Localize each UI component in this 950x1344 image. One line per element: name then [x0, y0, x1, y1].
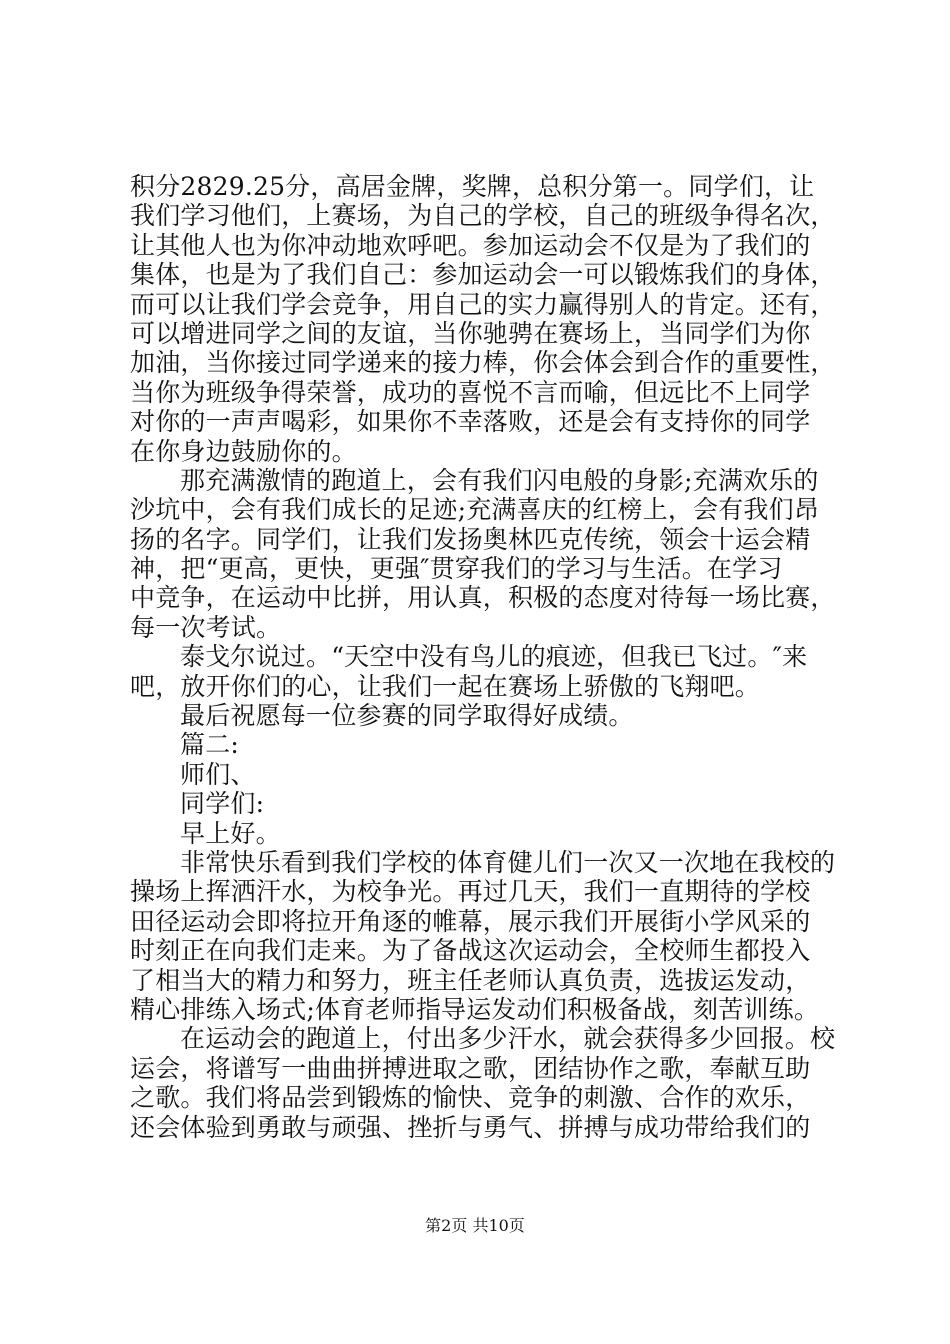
paragraph-start-line: 在运动会的跑道上，付出多少汗水，就会获得多少回报。校	[180, 1024, 836, 1054]
paragraph-start-line: 非常快乐看到我们学校的体育健儿们一次又一次地在我校的	[180, 847, 836, 877]
document-body	[130, 172, 836, 1142]
text-line: 时刻正在向我们走来。为了备战这次运动会，全校师生都投入	[130, 936, 811, 966]
text-line: 运会，将谱写一曲曲拼搏进取之歌，团结协作之歌，奉献互助	[130, 1053, 811, 1083]
paragraph-start-line: 最后祝愿每一位参赛的同学取得好成绩。	[180, 701, 634, 731]
text-line: 每一次考试。	[130, 612, 282, 642]
text-line: 还会体验到勇敢与顽强、挫折与勇气、拼搏与成功带给我们的	[130, 1112, 811, 1142]
text-line: 扬的名字。同学们，让我们发扬奥林匹克传统，领会十运会精	[130, 524, 811, 554]
text-line: 而可以让我们学会竞争，用自己的实力赢得别人的肯定。还有，	[130, 289, 836, 319]
paragraph-start-line: 泰戈尔说过。“天空中没有鸟儿的痕迹，但我已飞过。″来	[180, 642, 808, 672]
text-line: 在你身边鼓励你的。	[130, 436, 357, 466]
paragraph-start-line: 那充满激情的跑道上，会有我们闪电般的身影;充满欢乐的	[180, 465, 819, 495]
text-line: 让其他人也为你冲动地欢呼吧。参加运动会不仅是为了我们的	[130, 230, 811, 260]
text-line: 沙坑中，会有我们成长的足迹;充满喜庆的红榜上，会有我们昂	[130, 495, 820, 525]
text-line: 神，把“更高，更快，更强″贯穿我们的学习与生活。在学习	[130, 554, 783, 584]
text-line: 可以增进同学之间的友谊，当你驰骋在赛场上，当同学们为你	[130, 318, 811, 348]
salutation-line: 师们、	[180, 759, 256, 789]
text-line: 中竞争，在运动中比拼，用认真，积极的态度对待每一场比赛，	[130, 583, 836, 613]
text-line: 积分2829.25分，高居金牌，奖牌，总积分第一。同学们，让	[130, 172, 815, 201]
text-line: 之歌。我们将品尝到锻炼的愉快、竞争的刺激、合作的欢乐，	[130, 1083, 811, 1113]
text-line: 加油，当你接过同学递来的接力棒，你会体会到合作的重要性，	[130, 348, 836, 378]
salutation-line: 同学们:	[180, 789, 265, 819]
text-line: 吧，放开你们的心，让我们一起在赛场上骄傲的飞翔吧。	[130, 671, 761, 701]
text-line: 当你为班级争得荣誉，成功的喜悦不言而喻，但远比不上同学	[130, 377, 811, 407]
greeting-line: 早上好。	[180, 818, 281, 848]
section-heading: 篇二:	[180, 730, 240, 760]
text-line: 田径运动会即将拉开角逐的帷幕，展示我们开展街小学风采的	[130, 906, 811, 936]
text-line: 对你的一声声喝彩，如果你不幸落败，还是会有支持你的同学	[130, 407, 811, 437]
text-line: 我们学习他们，上赛场，为自己的学校，自己的班级争得名次，	[130, 201, 836, 231]
text-line: 了相当大的精力和努力，班主任老师认真负责，选拔运发动，	[130, 965, 811, 995]
text-line: 操场上挥洒汗水，为校争光。再过几天，我们一直期待的学校	[130, 877, 811, 907]
text-line: 集体，也是为了我们自己：参加运动会一可以锻炼我们的身体，	[130, 260, 836, 290]
page-number-footer: 第2页 共10页	[425, 1216, 525, 1235]
text-line: 精心排练入场式;体育老师指导运发动们积极备战，刻苦训练。	[130, 994, 820, 1024]
